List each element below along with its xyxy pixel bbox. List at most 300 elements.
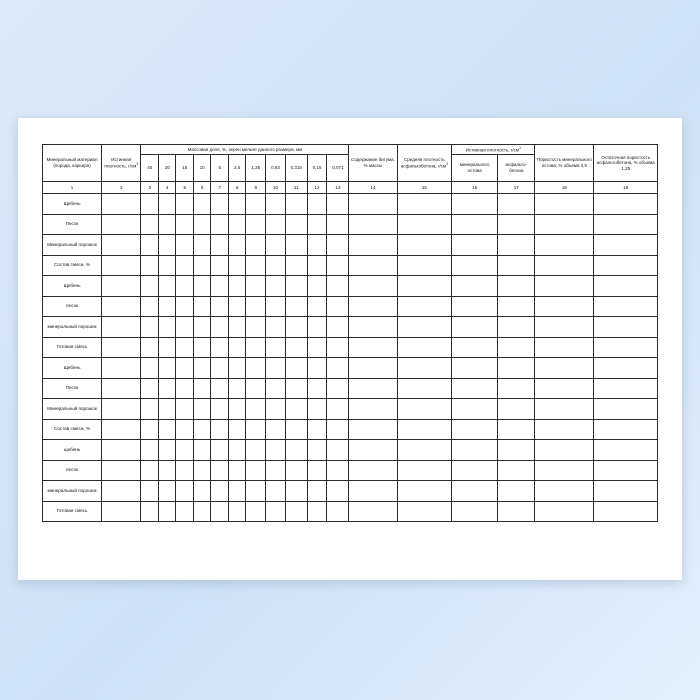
- cell-sieve-10[interactable]: [193, 235, 211, 256]
- cell-porosity-skeleton[interactable]: [535, 214, 594, 235]
- cell-average-density[interactable]: [397, 255, 452, 276]
- cell-sieve-20[interactable]: [158, 481, 176, 502]
- cell-sieve-0-315[interactable]: [285, 358, 307, 379]
- cell-bitumen[interactable]: [349, 419, 397, 440]
- cell-average-density[interactable]: [397, 194, 452, 215]
- cell-sieve-10[interactable]: [193, 337, 211, 358]
- cell-bitumen[interactable]: [349, 296, 397, 317]
- cell-sieve-1-25[interactable]: [246, 337, 266, 358]
- cell-sieve-40[interactable]: [141, 255, 159, 276]
- cell-porosity-skeleton[interactable]: [535, 440, 594, 461]
- cell-sieve-0-16[interactable]: [307, 296, 327, 317]
- cell-sieve-5[interactable]: [211, 460, 229, 481]
- cell-average-density[interactable]: [397, 481, 452, 502]
- cell-sieve-15[interactable]: [176, 440, 194, 461]
- cell-sieve-10[interactable]: [193, 214, 211, 235]
- cell-true-density[interactable]: [102, 317, 141, 338]
- cell-sieve-15[interactable]: [176, 337, 194, 358]
- cell-density-skeleton[interactable]: [452, 317, 498, 338]
- cell-sieve-10[interactable]: [193, 419, 211, 440]
- cell-sieve-5[interactable]: [211, 358, 229, 379]
- cell-bitumen[interactable]: [349, 399, 397, 420]
- cell-sieve-0-16[interactable]: [307, 440, 327, 461]
- cell-sieve-10[interactable]: [193, 501, 211, 522]
- cell-sieve-2-5[interactable]: [228, 337, 246, 358]
- cell-true-density[interactable]: [102, 399, 141, 420]
- cell-sieve-0-071[interactable]: [327, 255, 349, 276]
- cell-sieve-0-63[interactable]: [266, 214, 286, 235]
- cell-average-density[interactable]: [397, 317, 452, 338]
- cell-density-asphalt[interactable]: [498, 214, 535, 235]
- cell-sieve-5[interactable]: [211, 501, 229, 522]
- cell-density-skeleton[interactable]: [452, 419, 498, 440]
- cell-sieve-40[interactable]: [141, 235, 159, 256]
- cell-sieve-0-16[interactable]: [307, 399, 327, 420]
- cell-residual-porosity[interactable]: [594, 481, 658, 502]
- cell-residual-porosity[interactable]: [594, 501, 658, 522]
- cell-sieve-5[interactable]: [211, 337, 229, 358]
- cell-average-density[interactable]: [397, 358, 452, 379]
- cell-bitumen[interactable]: [349, 501, 397, 522]
- cell-sieve-0-63[interactable]: [266, 378, 286, 399]
- colnum-12: 12: [307, 182, 327, 194]
- cell-true-density[interactable]: [102, 235, 141, 256]
- cell-sieve-40[interactable]: [141, 481, 159, 502]
- cell-sieve-5[interactable]: [211, 214, 229, 235]
- cell-sieve-0-16[interactable]: [307, 358, 327, 379]
- cell-porosity-skeleton[interactable]: [535, 460, 594, 481]
- cell-sieve-40[interactable]: [141, 337, 159, 358]
- cell-density-asphalt[interactable]: [498, 460, 535, 481]
- cell-true-density[interactable]: [102, 378, 141, 399]
- cell-sieve-0-071[interactable]: [327, 460, 349, 481]
- cell-sieve-0-071[interactable]: [327, 399, 349, 420]
- cell-sieve-15[interactable]: [176, 276, 194, 297]
- cell-sieve-0-63[interactable]: [266, 317, 286, 338]
- cell-sieve-5[interactable]: [211, 235, 229, 256]
- cell-sieve-40[interactable]: [141, 358, 159, 379]
- cell-density-asphalt[interactable]: [498, 194, 535, 215]
- cell-average-density[interactable]: [397, 378, 452, 399]
- header-sieve-1-25: 1,25: [246, 155, 266, 182]
- cell-sieve-0-16[interactable]: [307, 481, 327, 502]
- cell-sieve-1-25[interactable]: [246, 296, 266, 317]
- cell-sieve-10[interactable]: [193, 481, 211, 502]
- cell-true-density[interactable]: [102, 214, 141, 235]
- cell-density-asphalt[interactable]: [498, 501, 535, 522]
- cell-sieve-1-25[interactable]: [246, 419, 266, 440]
- cell-density-asphalt[interactable]: [498, 296, 535, 317]
- cell-sieve-20[interactable]: [158, 358, 176, 379]
- cell-sieve-0-315[interactable]: [285, 276, 307, 297]
- cell-sieve-0-16[interactable]: [307, 276, 327, 297]
- cell-sieve-0-071[interactable]: [327, 440, 349, 461]
- cell-sieve-15[interactable]: [176, 460, 194, 481]
- cell-sieve-0-16[interactable]: [307, 460, 327, 481]
- cell-sieve-0-071[interactable]: [327, 317, 349, 338]
- cell-sieve-15[interactable]: [176, 214, 194, 235]
- cell-porosity-skeleton[interactable]: [535, 317, 594, 338]
- cell-sieve-2-5[interactable]: [228, 214, 246, 235]
- cell-density-asphalt[interactable]: [498, 378, 535, 399]
- cell-true-density[interactable]: [102, 440, 141, 461]
- cell-sieve-0-315[interactable]: [285, 296, 307, 317]
- cell-sieve-15[interactable]: [176, 255, 194, 276]
- cell-residual-porosity[interactable]: [594, 399, 658, 420]
- cell-sieve-15[interactable]: [176, 296, 194, 317]
- cell-sieve-2-5[interactable]: [228, 460, 246, 481]
- cell-sieve-20[interactable]: [158, 419, 176, 440]
- cell-residual-porosity[interactable]: [594, 194, 658, 215]
- cell-sieve-15[interactable]: [176, 399, 194, 420]
- cell-residual-porosity[interactable]: [594, 440, 658, 461]
- cell-density-skeleton[interactable]: [452, 399, 498, 420]
- cell-sieve-0-071[interactable]: [327, 296, 349, 317]
- cell-sieve-20[interactable]: [158, 337, 176, 358]
- cell-true-density[interactable]: [102, 337, 141, 358]
- cell-sieve-0-63[interactable]: [266, 194, 286, 215]
- cell-sieve-0-63[interactable]: [266, 337, 286, 358]
- table-row: [43, 235, 658, 256]
- header-sub-mineral-skeleton: минерального остова: [452, 155, 498, 182]
- cell-sieve-2-5[interactable]: [228, 399, 246, 420]
- cell-density-asphalt[interactable]: [498, 481, 535, 502]
- cell-sieve-10[interactable]: [193, 440, 211, 461]
- cell-porosity-skeleton[interactable]: [535, 296, 594, 317]
- cell-sieve-2-5[interactable]: [228, 440, 246, 461]
- cell-sieve-0-071[interactable]: [327, 235, 349, 256]
- cell-sieve-5[interactable]: [211, 440, 229, 461]
- cell-sieve-40[interactable]: [141, 276, 159, 297]
- cell-sieve-0-63[interactable]: [266, 358, 286, 379]
- table-row: [43, 399, 658, 420]
- cell-sieve-2-5[interactable]: [228, 378, 246, 399]
- cell-sieve-2-5[interactable]: [228, 235, 246, 256]
- cell-sieve-1-25[interactable]: [246, 214, 266, 235]
- cell-sieve-1-25[interactable]: [246, 276, 266, 297]
- cell-sieve-1-25[interactable]: [246, 440, 266, 461]
- cell-density-asphalt[interactable]: [498, 399, 535, 420]
- cell-sieve-2-5[interactable]: [228, 501, 246, 522]
- row-label: Минеральный порошок: [43, 235, 102, 256]
- cell-sieve-40[interactable]: [141, 501, 159, 522]
- cell-sieve-20[interactable]: [158, 501, 176, 522]
- cell-sieve-0-315[interactable]: [285, 419, 307, 440]
- cell-sieve-20[interactable]: [158, 235, 176, 256]
- cell-sieve-1-25[interactable]: [246, 481, 266, 502]
- cell-sieve-0-315[interactable]: [285, 460, 307, 481]
- cell-density-asphalt[interactable]: [498, 276, 535, 297]
- header-sieve-2-5: 2,5: [228, 155, 246, 182]
- cell-residual-porosity[interactable]: [594, 214, 658, 235]
- cell-sieve-0-63[interactable]: [266, 296, 286, 317]
- cell-bitumen[interactable]: [349, 460, 397, 481]
- cell-sieve-0-63[interactable]: [266, 460, 286, 481]
- cell-sieve-1-25[interactable]: [246, 235, 266, 256]
- cell-sieve-0-63[interactable]: [266, 481, 286, 502]
- cell-residual-porosity[interactable]: [594, 337, 658, 358]
- cell-density-asphalt[interactable]: [498, 317, 535, 338]
- cell-porosity-skeleton[interactable]: [535, 255, 594, 276]
- cell-sieve-1-25[interactable]: [246, 255, 266, 276]
- cell-sieve-0-071[interactable]: [327, 337, 349, 358]
- cell-sieve-5[interactable]: [211, 317, 229, 338]
- cell-porosity-skeleton[interactable]: [535, 378, 594, 399]
- cell-sieve-0-315[interactable]: [285, 214, 307, 235]
- cell-average-density[interactable]: [397, 460, 452, 481]
- cell-sieve-0-16[interactable]: [307, 378, 327, 399]
- cell-sieve-2-5[interactable]: [228, 296, 246, 317]
- cell-sieve-0-16[interactable]: [307, 255, 327, 276]
- cell-sieve-40[interactable]: [141, 440, 159, 461]
- cell-bitumen[interactable]: [349, 337, 397, 358]
- cell-bitumen[interactable]: [349, 358, 397, 379]
- cell-bitumen[interactable]: [349, 235, 397, 256]
- cell-true-density[interactable]: [102, 481, 141, 502]
- cell-residual-porosity[interactable]: [594, 419, 658, 440]
- cell-sieve-5[interactable]: [211, 255, 229, 276]
- cell-true-density[interactable]: [102, 501, 141, 522]
- cell-sieve-0-315[interactable]: [285, 399, 307, 420]
- cell-sieve-0-63[interactable]: [266, 399, 286, 420]
- cell-average-density[interactable]: [397, 214, 452, 235]
- cell-sieve-10[interactable]: [193, 460, 211, 481]
- cell-sieve-0-071[interactable]: [327, 194, 349, 215]
- cell-sieve-40[interactable]: [141, 296, 159, 317]
- cell-bitumen[interactable]: [349, 214, 397, 235]
- cell-true-density[interactable]: [102, 419, 141, 440]
- cell-density-skeleton[interactable]: [452, 481, 498, 502]
- cell-average-density[interactable]: [397, 399, 452, 420]
- cell-sieve-20[interactable]: [158, 317, 176, 338]
- row-label: Состав смеси, %: [43, 419, 102, 440]
- cell-sieve-0-071[interactable]: [327, 214, 349, 235]
- cell-sieve-10[interactable]: [193, 194, 211, 215]
- cell-density-skeleton[interactable]: [452, 255, 498, 276]
- cell-sieve-1-25[interactable]: [246, 460, 266, 481]
- cell-sieve-20[interactable]: [158, 296, 176, 317]
- cell-sieve-5[interactable]: [211, 481, 229, 502]
- cell-sieve-15[interactable]: [176, 481, 194, 502]
- cell-sieve-20[interactable]: [158, 460, 176, 481]
- cell-sieve-0-315[interactable]: [285, 255, 307, 276]
- cell-sieve-0-071[interactable]: [327, 481, 349, 502]
- cell-sieve-0-63[interactable]: [266, 235, 286, 256]
- cell-true-density[interactable]: [102, 255, 141, 276]
- cell-sieve-0-63[interactable]: [266, 419, 286, 440]
- cell-sieve-40[interactable]: [141, 194, 159, 215]
- cell-sieve-0-315[interactable]: [285, 337, 307, 358]
- cell-density-skeleton[interactable]: [452, 440, 498, 461]
- cell-residual-porosity[interactable]: [594, 378, 658, 399]
- cell-bitumen[interactable]: [349, 481, 397, 502]
- cell-residual-porosity[interactable]: [594, 235, 658, 256]
- cell-sieve-40[interactable]: [141, 214, 159, 235]
- header-sieve-40: 40: [141, 155, 159, 182]
- cell-sieve-0-315[interactable]: [285, 481, 307, 502]
- cell-true-density[interactable]: [102, 460, 141, 481]
- cell-residual-porosity[interactable]: [594, 276, 658, 297]
- cell-sieve-0-071[interactable]: [327, 419, 349, 440]
- cell-porosity-skeleton[interactable]: [535, 358, 594, 379]
- cell-density-asphalt[interactable]: [498, 235, 535, 256]
- cell-bitumen[interactable]: [349, 194, 397, 215]
- cell-bitumen[interactable]: [349, 276, 397, 297]
- cell-sieve-0-071[interactable]: [327, 378, 349, 399]
- cell-density-skeleton[interactable]: [452, 378, 498, 399]
- cell-sieve-40[interactable]: [141, 460, 159, 481]
- cell-density-skeleton[interactable]: [452, 235, 498, 256]
- cell-average-density[interactable]: [397, 501, 452, 522]
- cell-sieve-0-16[interactable]: [307, 337, 327, 358]
- cell-sieve-40[interactable]: [141, 419, 159, 440]
- cell-porosity-skeleton[interactable]: [535, 276, 594, 297]
- cell-sieve-0-315[interactable]: [285, 440, 307, 461]
- cell-sieve-0-16[interactable]: [307, 194, 327, 215]
- cell-density-asphalt[interactable]: [498, 358, 535, 379]
- cell-sieve-15[interactable]: [176, 317, 194, 338]
- cell-sieve-40[interactable]: [141, 317, 159, 338]
- cell-sieve-40[interactable]: [141, 399, 159, 420]
- cell-sieve-5[interactable]: [211, 276, 229, 297]
- header-sieve-5: 5: [211, 155, 229, 182]
- cell-density-skeleton[interactable]: [452, 358, 498, 379]
- cell-porosity-skeleton[interactable]: [535, 399, 594, 420]
- cell-sieve-2-5[interactable]: [228, 481, 246, 502]
- cell-sieve-15[interactable]: [176, 378, 194, 399]
- cell-sieve-10[interactable]: [193, 358, 211, 379]
- cell-residual-porosity[interactable]: [594, 296, 658, 317]
- cell-sieve-1-25[interactable]: [246, 399, 266, 420]
- cell-sieve-0-315[interactable]: [285, 317, 307, 338]
- cell-porosity-skeleton[interactable]: [535, 419, 594, 440]
- cell-residual-porosity[interactable]: [594, 358, 658, 379]
- cell-density-skeleton[interactable]: [452, 460, 498, 481]
- cell-average-density[interactable]: [397, 440, 452, 461]
- cell-density-asphalt[interactable]: [498, 255, 535, 276]
- cell-sieve-0-63[interactable]: [266, 255, 286, 276]
- cell-average-density[interactable]: [397, 235, 452, 256]
- cell-sieve-10[interactable]: [193, 276, 211, 297]
- cell-density-skeleton[interactable]: [452, 337, 498, 358]
- cell-sieve-20[interactable]: [158, 378, 176, 399]
- cell-bitumen[interactable]: [349, 317, 397, 338]
- cell-bitumen[interactable]: [349, 255, 397, 276]
- cell-sieve-15[interactable]: [176, 194, 194, 215]
- cell-sieve-1-25[interactable]: [246, 358, 266, 379]
- cell-sieve-15[interactable]: [176, 419, 194, 440]
- cell-residual-porosity[interactable]: [594, 317, 658, 338]
- cell-porosity-skeleton[interactable]: [535, 235, 594, 256]
- cell-sieve-1-25[interactable]: [246, 194, 266, 215]
- cell-sieve-20[interactable]: [158, 214, 176, 235]
- cell-sieve-0-315[interactable]: [285, 378, 307, 399]
- cell-sieve-10[interactable]: [193, 378, 211, 399]
- cell-density-skeleton[interactable]: [452, 194, 498, 215]
- cell-sieve-20[interactable]: [158, 276, 176, 297]
- cell-true-density[interactable]: [102, 276, 141, 297]
- cell-density-asphalt[interactable]: [498, 337, 535, 358]
- cell-sieve-0-071[interactable]: [327, 276, 349, 297]
- cell-true-density[interactable]: [102, 358, 141, 379]
- cell-sieve-1-25[interactable]: [246, 501, 266, 522]
- table-row: [43, 460, 658, 481]
- cell-sieve-20[interactable]: [158, 255, 176, 276]
- cell-sieve-0-16[interactable]: [307, 419, 327, 440]
- cell-sieve-5[interactable]: [211, 296, 229, 317]
- cell-sieve-5[interactable]: [211, 194, 229, 215]
- cell-sieve-10[interactable]: [193, 399, 211, 420]
- cell-average-density[interactable]: [397, 419, 452, 440]
- cell-bitumen[interactable]: [349, 440, 397, 461]
- cell-true-density[interactable]: [102, 194, 141, 215]
- cell-sieve-0-315[interactable]: [285, 235, 307, 256]
- cell-porosity-skeleton[interactable]: [535, 337, 594, 358]
- cell-bitumen[interactable]: [349, 378, 397, 399]
- cell-true-density[interactable]: [102, 296, 141, 317]
- cell-sieve-10[interactable]: [193, 255, 211, 276]
- cell-sieve-5[interactable]: [211, 419, 229, 440]
- cell-sieve-0-63[interactable]: [266, 440, 286, 461]
- cell-sieve-2-5[interactable]: [228, 255, 246, 276]
- cell-porosity-skeleton[interactable]: [535, 501, 594, 522]
- colnum-16: 16: [452, 182, 498, 194]
- cell-sieve-15[interactable]: [176, 358, 194, 379]
- cell-sieve-1-25[interactable]: [246, 317, 266, 338]
- cell-sieve-0-63[interactable]: [266, 501, 286, 522]
- cell-sieve-0-071[interactable]: [327, 358, 349, 379]
- cell-sieve-20[interactable]: [158, 399, 176, 420]
- cell-sieve-20[interactable]: [158, 440, 176, 461]
- cell-sieve-0-315[interactable]: [285, 194, 307, 215]
- cell-sieve-5[interactable]: [211, 378, 229, 399]
- cell-sieve-2-5[interactable]: [228, 276, 246, 297]
- cell-sieve-10[interactable]: [193, 296, 211, 317]
- cell-sieve-20[interactable]: [158, 194, 176, 215]
- cell-sieve-2-5[interactable]: [228, 194, 246, 215]
- cell-sieve-40[interactable]: [141, 378, 159, 399]
- cell-sieve-0-16[interactable]: [307, 317, 327, 338]
- cell-average-density[interactable]: [397, 276, 452, 297]
- cell-density-skeleton[interactable]: [452, 501, 498, 522]
- cell-porosity-skeleton[interactable]: [535, 194, 594, 215]
- cell-sieve-15[interactable]: [176, 235, 194, 256]
- cell-sieve-0-16[interactable]: [307, 235, 327, 256]
- cell-sieve-1-25[interactable]: [246, 378, 266, 399]
- cell-porosity-skeleton[interactable]: [535, 481, 594, 502]
- cell-residual-porosity[interactable]: [594, 255, 658, 276]
- cell-residual-porosity[interactable]: [594, 460, 658, 481]
- cell-average-density[interactable]: [397, 337, 452, 358]
- cell-sieve-2-5[interactable]: [228, 358, 246, 379]
- cell-density-skeleton[interactable]: [452, 296, 498, 317]
- cell-sieve-15[interactable]: [176, 501, 194, 522]
- cell-density-skeleton[interactable]: [452, 214, 498, 235]
- cell-density-skeleton[interactable]: [452, 276, 498, 297]
- cell-sieve-0-63[interactable]: [266, 276, 286, 297]
- cell-sieve-2-5[interactable]: [228, 419, 246, 440]
- cell-density-asphalt[interactable]: [498, 419, 535, 440]
- cell-sieve-0-16[interactable]: [307, 214, 327, 235]
- cell-average-density[interactable]: [397, 296, 452, 317]
- cell-density-asphalt[interactable]: [498, 440, 535, 461]
- cell-sieve-5[interactable]: [211, 399, 229, 420]
- cell-sieve-0-315[interactable]: [285, 501, 307, 522]
- cell-sieve-10[interactable]: [193, 317, 211, 338]
- cell-sieve-0-16[interactable]: [307, 501, 327, 522]
- cell-sieve-2-5[interactable]: [228, 317, 246, 338]
- cell-sieve-0-071[interactable]: [327, 501, 349, 522]
